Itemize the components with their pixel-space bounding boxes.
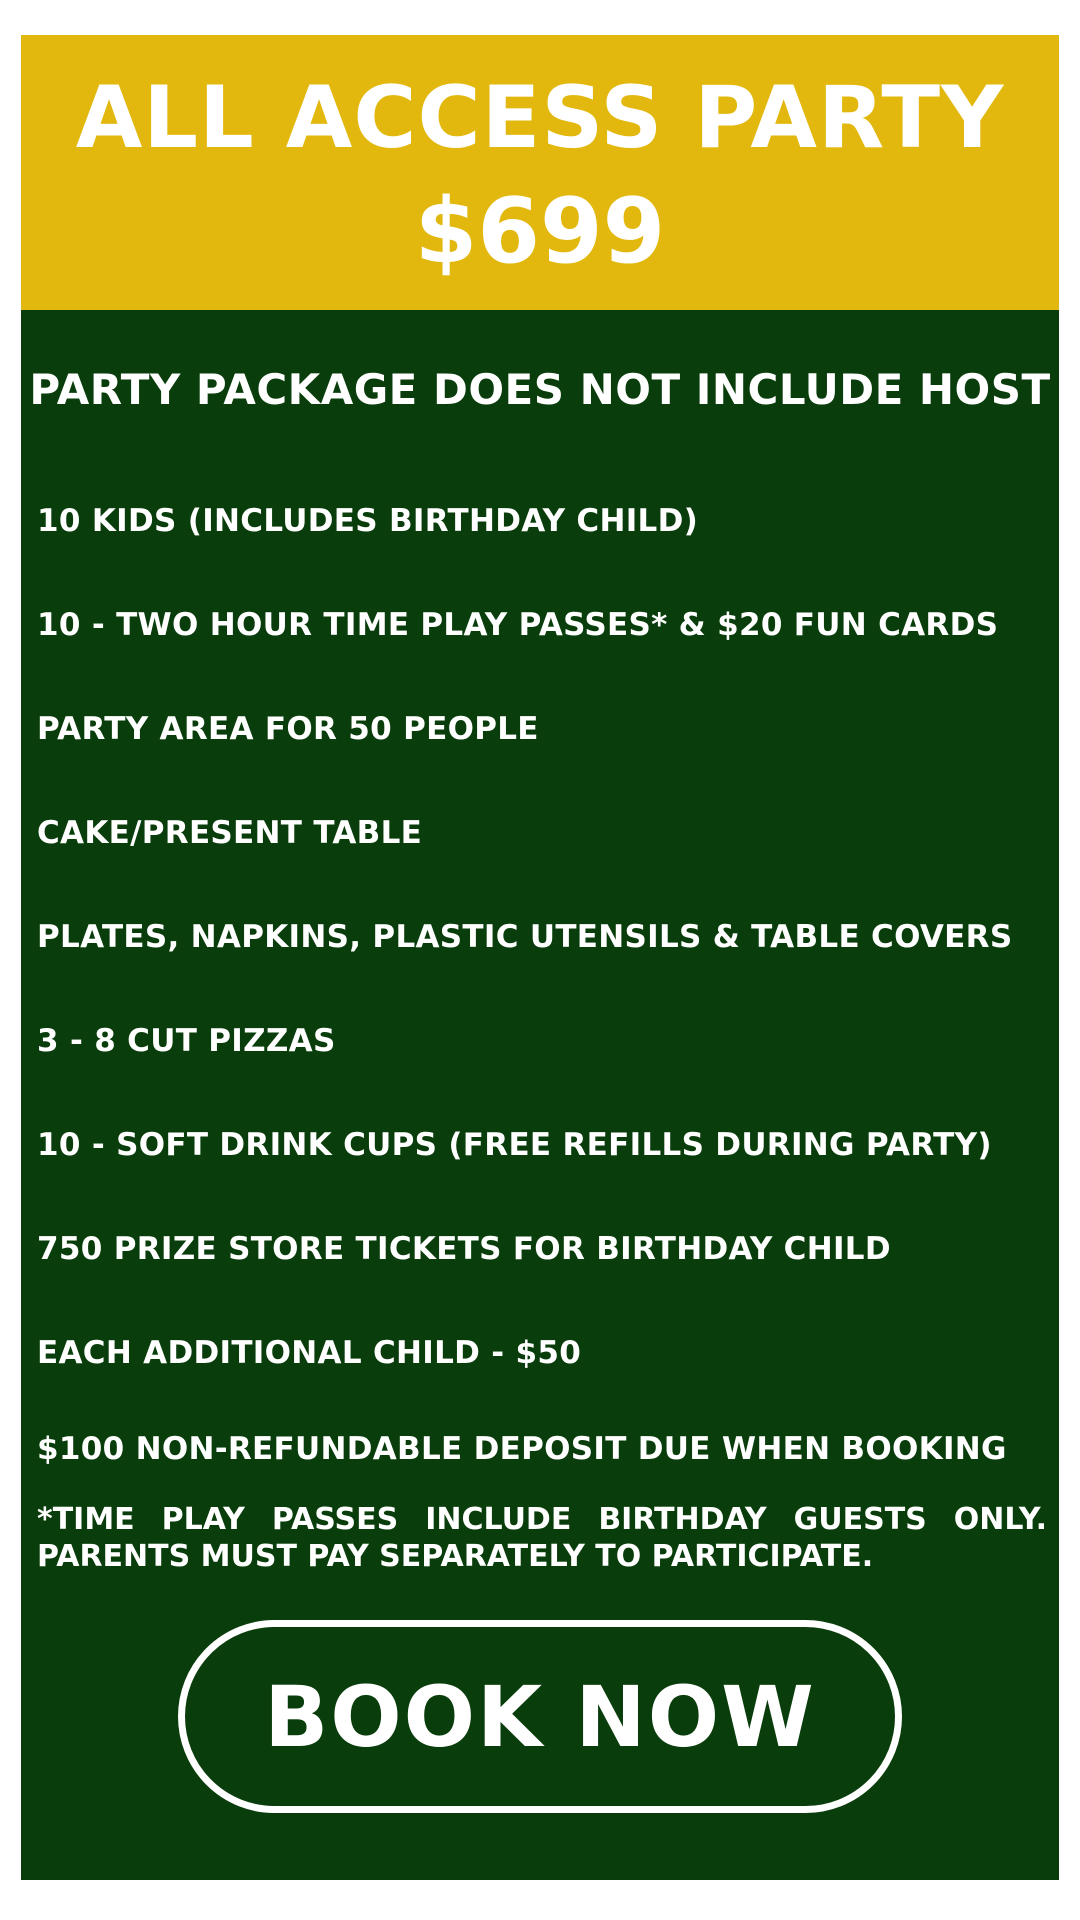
feature-item: $100 NON-REFUNDABLE DEPOSIT DUE WHEN BOOKING [37, 1431, 1007, 1467]
feature-item: 10 - SOFT DRINK CUPS (FREE REFILLS DURING PARTY) [37, 1127, 992, 1163]
host-notice: PARTY PACKAGE DOES NOT INCLUDE HOST [29, 365, 1051, 414]
feature-item: 10 KIDS (INCLUDES BIRTHDAY CHILD) [37, 503, 699, 539]
package-header [21, 35, 1059, 310]
feature-item: 10 - TWO HOUR TIME PLAY PASSES* & $20 FUN CARDS [37, 607, 999, 643]
package-price: $699 [414, 179, 666, 284]
feature-item: CAKE/PRESENT TABLE [37, 815, 423, 851]
book-now-button[interactable]: BOOK NOW [178, 1620, 902, 1813]
package-title: ALL ACCESS PARTY [75, 68, 1005, 168]
time-play-footnote: *TIME PLAY PASSES INCLUDE BIRTHDAY GUESTS ONLY. PARENTS MUST PAY SEPARATELY TO PARTICIPATE. [37, 1502, 1047, 1574]
party-package-card [21, 35, 1059, 1880]
feature-item: EACH ADDITIONAL CHILD - $50 [37, 1335, 582, 1371]
feature-item: 3 - 8 CUT PIZZAS [37, 1023, 336, 1059]
feature-item: PLATES, NAPKINS, PLASTIC UTENSILS & TABLE COVERS [37, 919, 1013, 955]
feature-item: 750 PRIZE STORE TICKETS FOR BIRTHDAY CHILD [37, 1231, 891, 1267]
feature-item: PARTY AREA FOR 50 PEOPLE [37, 711, 539, 747]
